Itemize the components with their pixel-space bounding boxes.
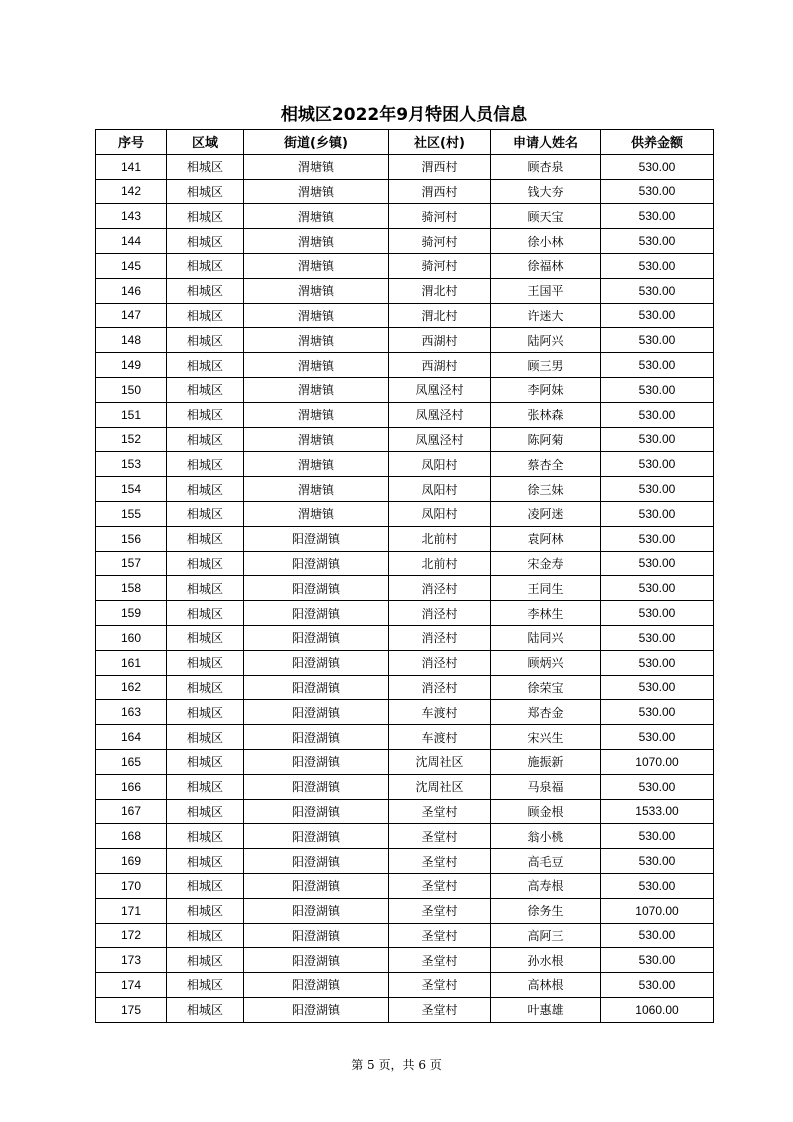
table-row [96,179,714,204]
cell-street: 渭塘镇 [244,452,389,477]
cell-seq: 172 [96,923,167,948]
cell-district: 相城区 [167,849,244,874]
cell-seq: 173 [96,948,167,973]
cell-community: 圣堂村 [389,799,491,824]
cell-street: 渭塘镇 [244,229,389,254]
table-row [96,477,714,502]
cell-seq: 153 [96,452,167,477]
cell-seq: 152 [96,427,167,452]
cell-district: 相城区 [167,353,244,378]
cell-seq: 165 [96,749,167,774]
cell-applicant: 翁小桃 [491,824,601,849]
cell-amount: 530.00 [601,328,714,353]
cell-street: 渭塘镇 [244,253,389,278]
cell-street: 渭塘镇 [244,477,389,502]
cell-community: 骑河村 [389,204,491,229]
cell-community: 消泾村 [389,576,491,601]
cell-applicant: 凌阿迷 [491,501,601,526]
cell-amount: 530.00 [601,229,714,254]
cell-street: 渭塘镇 [244,501,389,526]
cell-seq: 175 [96,997,167,1022]
cell-street: 阳澄湖镇 [244,625,389,650]
cell-community: 沈周社区 [389,774,491,799]
cell-seq: 170 [96,873,167,898]
cell-applicant: 高阿三 [491,923,601,948]
cell-applicant: 施振新 [491,749,601,774]
cell-district: 相城区 [167,477,244,502]
cell-community: 西湖村 [389,353,491,378]
table-body [96,154,714,1022]
cell-district: 相城区 [167,973,244,998]
cell-amount: 1060.00 [601,997,714,1022]
cell-seq: 150 [96,377,167,402]
table-row [96,799,714,824]
cell-community: 车渡村 [389,700,491,725]
cell-amount: 1070.00 [601,898,714,923]
cell-applicant: 钱大夯 [491,179,601,204]
cell-street: 阳澄湖镇 [244,725,389,750]
cell-street: 渭塘镇 [244,154,389,179]
cell-seq: 151 [96,402,167,427]
cell-district: 相城区 [167,328,244,353]
cell-seq: 156 [96,526,167,551]
cell-amount: 530.00 [601,650,714,675]
table-row [96,576,714,601]
cell-seq: 146 [96,278,167,303]
cell-seq: 159 [96,601,167,626]
cell-applicant: 宋金寿 [491,551,601,576]
cell-applicant: 宋兴生 [491,725,601,750]
cell-amount: 530.00 [601,377,714,402]
cell-community: 凤阳村 [389,501,491,526]
cell-street: 阳澄湖镇 [244,948,389,973]
cell-district: 相城区 [167,650,244,675]
table-row [96,725,714,750]
cell-amount: 530.00 [601,675,714,700]
cell-street: 阳澄湖镇 [244,601,389,626]
cell-applicant: 徐福林 [491,253,601,278]
cell-community: 西湖村 [389,328,491,353]
cell-seq: 141 [96,154,167,179]
cell-amount: 530.00 [601,402,714,427]
cell-community: 凤阳村 [389,477,491,502]
cell-amount: 530.00 [601,973,714,998]
cell-amount: 530.00 [601,253,714,278]
cell-street: 阳澄湖镇 [244,551,389,576]
cell-district: 相城区 [167,873,244,898]
cell-district: 相城区 [167,303,244,328]
cell-district: 相城区 [167,749,244,774]
cell-community: 消泾村 [389,675,491,700]
cell-seq: 168 [96,824,167,849]
cell-community: 北前村 [389,551,491,576]
table-row [96,427,714,452]
table-row [96,402,714,427]
cell-amount: 530.00 [601,501,714,526]
cell-applicant: 顾杏泉 [491,154,601,179]
cell-district: 相城区 [167,576,244,601]
cell-street: 阳澄湖镇 [244,997,389,1022]
cell-street: 渭塘镇 [244,204,389,229]
table-row [96,452,714,477]
cell-seq: 148 [96,328,167,353]
cell-applicant: 张林森 [491,402,601,427]
table-row [96,997,714,1022]
cell-amount: 530.00 [601,948,714,973]
cell-street: 渭塘镇 [244,377,389,402]
cell-district: 相城区 [167,179,244,204]
table-header [96,130,714,155]
cell-applicant: 叶惠雄 [491,997,601,1022]
cell-street: 渭塘镇 [244,179,389,204]
cell-seq: 161 [96,650,167,675]
cell-district: 相城区 [167,725,244,750]
table-row [96,278,714,303]
cell-applicant: 高毛豆 [491,849,601,874]
cell-district: 相城区 [167,526,244,551]
cell-street: 阳澄湖镇 [244,700,389,725]
table-row [96,898,714,923]
cell-street: 阳澄湖镇 [244,873,389,898]
cell-seq: 158 [96,576,167,601]
cell-amount: 530.00 [601,625,714,650]
cell-street: 阳澄湖镇 [244,973,389,998]
cell-district: 相城区 [167,501,244,526]
cell-amount: 530.00 [601,576,714,601]
cell-district: 相城区 [167,427,244,452]
cell-street: 渭塘镇 [244,328,389,353]
cell-applicant: 王同生 [491,576,601,601]
cell-street: 渭塘镇 [244,278,389,303]
cell-applicant: 陆阿兴 [491,328,601,353]
cell-community: 消泾村 [389,601,491,626]
cell-district: 相城区 [167,402,244,427]
table-row [96,824,714,849]
cell-seq: 171 [96,898,167,923]
cell-applicant: 徐务生 [491,898,601,923]
cell-applicant: 高林根 [491,973,601,998]
cell-amount: 530.00 [601,551,714,576]
cell-district: 相城区 [167,948,244,973]
table-row [96,650,714,675]
cell-district: 相城区 [167,601,244,626]
cell-amount: 530.00 [601,700,714,725]
cell-applicant: 马泉福 [491,774,601,799]
cell-community: 渭西村 [389,154,491,179]
cell-seq: 142 [96,179,167,204]
cell-amount: 530.00 [601,179,714,204]
cell-applicant: 孙水根 [491,948,601,973]
cell-community: 车渡村 [389,725,491,750]
column-header-applicant: 申请人姓名 [491,130,601,155]
cell-community: 凤凰泾村 [389,402,491,427]
cell-district: 相城区 [167,675,244,700]
cell-street: 阳澄湖镇 [244,526,389,551]
cell-community: 圣堂村 [389,873,491,898]
table-row [96,303,714,328]
cell-street: 阳澄湖镇 [244,824,389,849]
page-title: 相城区2022年9月特困人员信息 [280,105,528,125]
cell-amount: 530.00 [601,526,714,551]
cell-community: 骑河村 [389,253,491,278]
cell-district: 相城区 [167,154,244,179]
cell-community: 渭北村 [389,278,491,303]
column-header-street: 街道(乡镇) [244,130,389,155]
cell-community: 圣堂村 [389,898,491,923]
table-row [96,204,714,229]
cell-applicant: 徐三妹 [491,477,601,502]
table-row [96,849,714,874]
cell-street: 阳澄湖镇 [244,774,389,799]
cell-amount: 530.00 [601,427,714,452]
cell-seq: 143 [96,204,167,229]
cell-applicant: 徐荣宝 [491,675,601,700]
cell-seq: 166 [96,774,167,799]
cell-street: 阳澄湖镇 [244,749,389,774]
cell-community: 凤阳村 [389,452,491,477]
cell-district: 相城区 [167,898,244,923]
cell-community: 圣堂村 [389,997,491,1022]
table-row [96,551,714,576]
cell-applicant: 高寿根 [491,873,601,898]
table-row [96,229,714,254]
table-row [96,501,714,526]
cell-amount: 530.00 [601,824,714,849]
cell-amount: 530.00 [601,353,714,378]
cell-seq: 145 [96,253,167,278]
cell-street: 渭塘镇 [244,353,389,378]
cell-district: 相城区 [167,923,244,948]
table-row [96,700,714,725]
cell-applicant: 蔡杏全 [491,452,601,477]
cell-community: 圣堂村 [389,973,491,998]
cell-amount: 1533.00 [601,799,714,824]
cell-amount: 530.00 [601,303,714,328]
column-header-district: 区域 [167,130,244,155]
cell-district: 相城区 [167,204,244,229]
cell-district: 相城区 [167,377,244,402]
cell-seq: 163 [96,700,167,725]
cell-seq: 162 [96,675,167,700]
cell-community: 渭北村 [389,303,491,328]
cell-community: 圣堂村 [389,824,491,849]
roster-table [95,129,714,1023]
table-row [96,601,714,626]
cell-district: 相城区 [167,997,244,1022]
table-row [96,923,714,948]
cell-seq: 144 [96,229,167,254]
cell-amount: 530.00 [601,873,714,898]
cell-district: 相城区 [167,700,244,725]
cell-seq: 154 [96,477,167,502]
table-row [96,154,714,179]
cell-district: 相城区 [167,824,244,849]
cell-amount: 1070.00 [601,749,714,774]
cell-street: 渭塘镇 [244,427,389,452]
cell-community: 凤凰泾村 [389,377,491,402]
cell-community: 消泾村 [389,625,491,650]
table-row [96,526,714,551]
cell-amount: 530.00 [601,154,714,179]
cell-applicant: 李林生 [491,601,601,626]
cell-applicant: 顾金根 [491,799,601,824]
cell-street: 阳澄湖镇 [244,650,389,675]
cell-community: 圣堂村 [389,948,491,973]
column-header-seq: 序号 [96,130,167,155]
page-footer: 第 5 页，共 6 页 [351,1058,442,1072]
cell-street: 阳澄湖镇 [244,799,389,824]
cell-street: 渭塘镇 [244,402,389,427]
cell-amount: 530.00 [601,477,714,502]
cell-applicant: 王国平 [491,278,601,303]
cell-seq: 164 [96,725,167,750]
cell-amount: 530.00 [601,601,714,626]
cell-street: 阳澄湖镇 [244,675,389,700]
column-header-community: 社区(村) [389,130,491,155]
table-row [96,873,714,898]
cell-district: 相城区 [167,229,244,254]
cell-amount: 530.00 [601,774,714,799]
table-row [96,625,714,650]
cell-district: 相城区 [167,625,244,650]
table-row [96,328,714,353]
table-row [96,749,714,774]
cell-street: 阳澄湖镇 [244,898,389,923]
cell-community: 消泾村 [389,650,491,675]
cell-street: 阳澄湖镇 [244,923,389,948]
cell-seq: 155 [96,501,167,526]
cell-amount: 530.00 [601,725,714,750]
cell-seq: 147 [96,303,167,328]
cell-amount: 530.00 [601,278,714,303]
cell-community: 渭西村 [389,179,491,204]
header-row [96,130,714,155]
cell-seq: 157 [96,551,167,576]
cell-applicant: 陈阿菊 [491,427,601,452]
cell-community: 凤凰泾村 [389,427,491,452]
cell-amount: 530.00 [601,452,714,477]
cell-amount: 530.00 [601,849,714,874]
cell-seq: 174 [96,973,167,998]
cell-applicant: 李阿妹 [491,377,601,402]
cell-street: 阳澄湖镇 [244,849,389,874]
cell-applicant: 徐小林 [491,229,601,254]
cell-applicant: 袁阿林 [491,526,601,551]
cell-amount: 530.00 [601,204,714,229]
cell-district: 相城区 [167,551,244,576]
column-header-amount: 供养金额 [601,130,714,155]
cell-seq: 167 [96,799,167,824]
table-row [96,377,714,402]
cell-seq: 149 [96,353,167,378]
cell-community: 沈周社区 [389,749,491,774]
table-row [96,973,714,998]
cell-community: 北前村 [389,526,491,551]
cell-community: 骑河村 [389,229,491,254]
table-row [96,675,714,700]
cell-district: 相城区 [167,452,244,477]
cell-community: 圣堂村 [389,923,491,948]
cell-street: 渭塘镇 [244,303,389,328]
cell-district: 相城区 [167,278,244,303]
cell-applicant: 许迷大 [491,303,601,328]
table-row [96,774,714,799]
cell-applicant: 顾三男 [491,353,601,378]
cell-seq: 160 [96,625,167,650]
cell-district: 相城区 [167,253,244,278]
cell-applicant: 顾炳兴 [491,650,601,675]
cell-applicant: 陆同兴 [491,625,601,650]
table-row [96,353,714,378]
cell-district: 相城区 [167,774,244,799]
cell-street: 阳澄湖镇 [244,576,389,601]
cell-seq: 169 [96,849,167,874]
table-row [96,948,714,973]
cell-district: 相城区 [167,799,244,824]
cell-amount: 530.00 [601,923,714,948]
cell-applicant: 郑杏金 [491,700,601,725]
cell-community: 圣堂村 [389,849,491,874]
table-row [96,253,714,278]
cell-applicant: 顾天宝 [491,204,601,229]
